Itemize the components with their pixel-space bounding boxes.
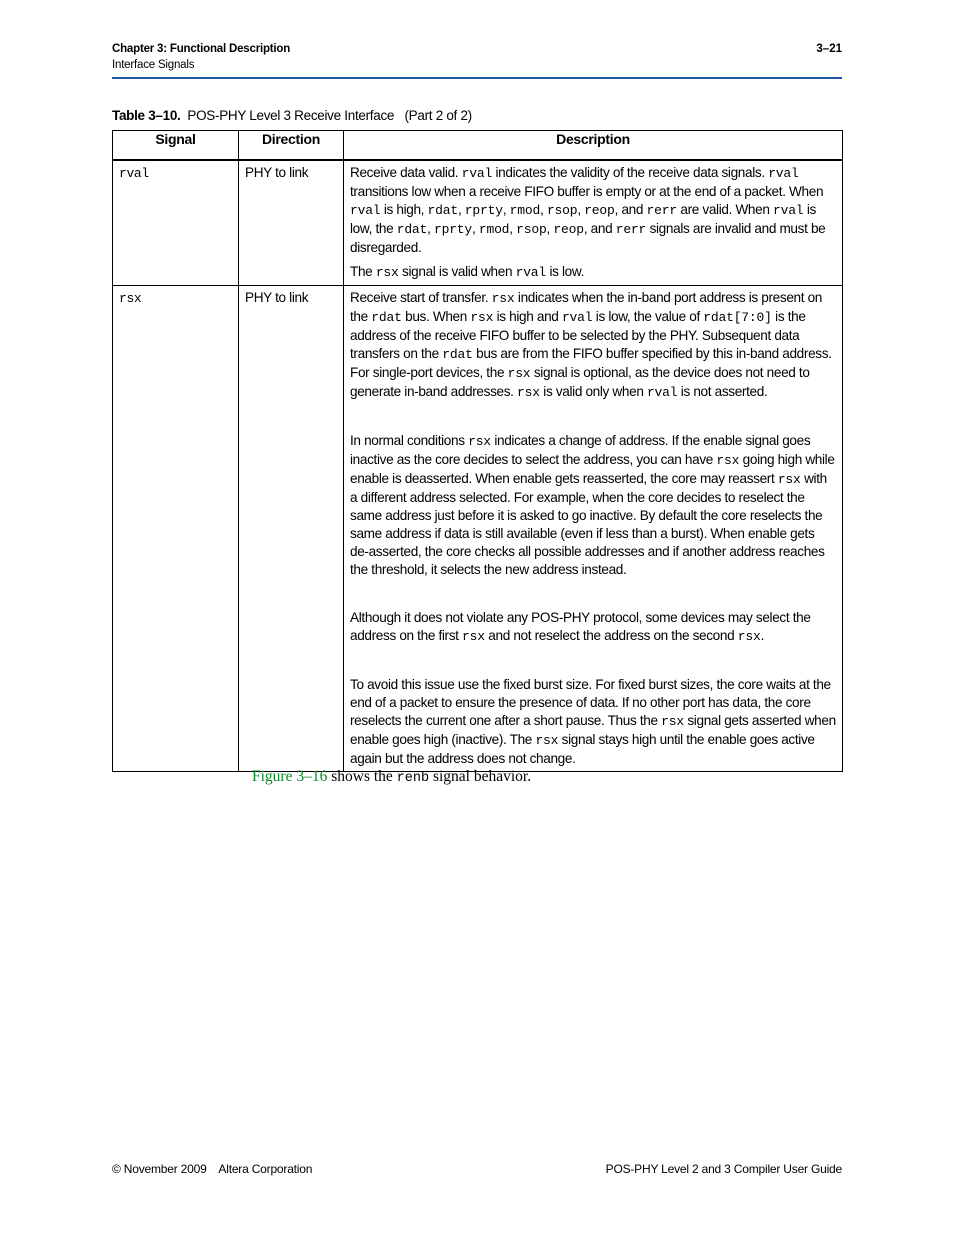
direction-cell: PHY to link	[239, 160, 344, 286]
table-row	[113, 160, 843, 286]
description-paragraph: The rsx signal is valid when rval is low.	[350, 264, 585, 280]
inline-code: renb	[396, 771, 430, 786]
signal-cell: rsx	[113, 286, 239, 772]
direction-cell: PHY to link	[239, 286, 344, 772]
table-header-row	[113, 131, 843, 161]
signal-table	[112, 130, 843, 772]
column-header-description: Description	[344, 131, 843, 161]
table-row	[113, 286, 843, 772]
chapter-header: Chapter 3: Functional Description	[112, 43, 291, 55]
description-cell	[344, 160, 843, 286]
signal-cell: rval	[113, 160, 239, 286]
table-caption-label: Table 3–10.	[112, 108, 181, 123]
body-text: Figure 3–16 shows the renb signal behavior.	[252, 768, 532, 786]
footer-doc-title: POS-PHY Level 2 and 3 Compiler User Guide	[605, 1162, 842, 1176]
table-caption	[112, 108, 472, 123]
figure-link[interactable]: Figure 3–16	[252, 768, 328, 785]
description-cell	[344, 286, 843, 772]
page-number: 3–21	[816, 43, 842, 55]
description-paragraph: To avoid this issue use the fixed burst size. For fixed burst sizes, the core waits at the end of a packet to ensure the presence of data. If no other port has data, the core reselects the current one after a short pause. Thus the rsx signal gets asserted when enable goes high (inactive). The rsx signal stays high until the enable goes active again but the address does not change.	[350, 677, 836, 766]
section-header: Interface Signals	[112, 59, 195, 71]
description-paragraph: In normal conditions rsx indicates a change of address. If the enable signal goes inactive as the core decides to select the address, you can have rsx going high while enable is deasserted. When enable gets reasserted, the core may reassert rsx with a different address selected. For example, when the core decides to reselect the same address just before it is asked to go inactive. By default the core reselects the same address if data is still available (even if less than a burst). When enable gets de-asserted, the core checks all possible addresses and if another address reaches the threshold, it selects the new address instead.	[350, 433, 835, 577]
footer-copyright: © November 2009 Altera Corporation	[112, 1162, 313, 1176]
description-paragraph: Receive start of transfer. rsx indicates when the in-band port address is present on the rdat bus. When rsx is high and rval is low, the value of rdat[7:0] is the address of the receive FIFO buffer to be selected by the PHY. Subsequent data transfers on the rdat bus are from the FIFO buffer specified by this in-band address. For single-port devices, the rsx signal is optional, as the device does not need to generate in-band addresses. rsx is valid only when rval is not asserted.	[350, 290, 832, 400]
description-paragraph: Although it does not violate any POS-PHY protocol, some devices may select the address on the first rsx and not reselect the address on the second rsx.	[350, 610, 811, 644]
column-header-signal: Signal	[113, 131, 239, 161]
column-header-direction: Direction	[239, 131, 344, 161]
table-caption-text: POS-PHY Level 3 Receive Interface	[187, 108, 395, 123]
header-rule	[112, 77, 842, 79]
table-caption-part: (Part 2 of 2)	[404, 108, 472, 123]
description-paragraph: Receive data valid. rval indicates the validity of the receive data signals. rval transitions low when a receive FIFO buffer is empty or at the end of a packet. When rval is high, rdat, rprty, rmod, rsop, reop, and rerr are valid. When rval is low, the rdat, rprty, rmod, rsop, reop, and rerr signals are invalid and must be disregarded.	[350, 165, 826, 255]
